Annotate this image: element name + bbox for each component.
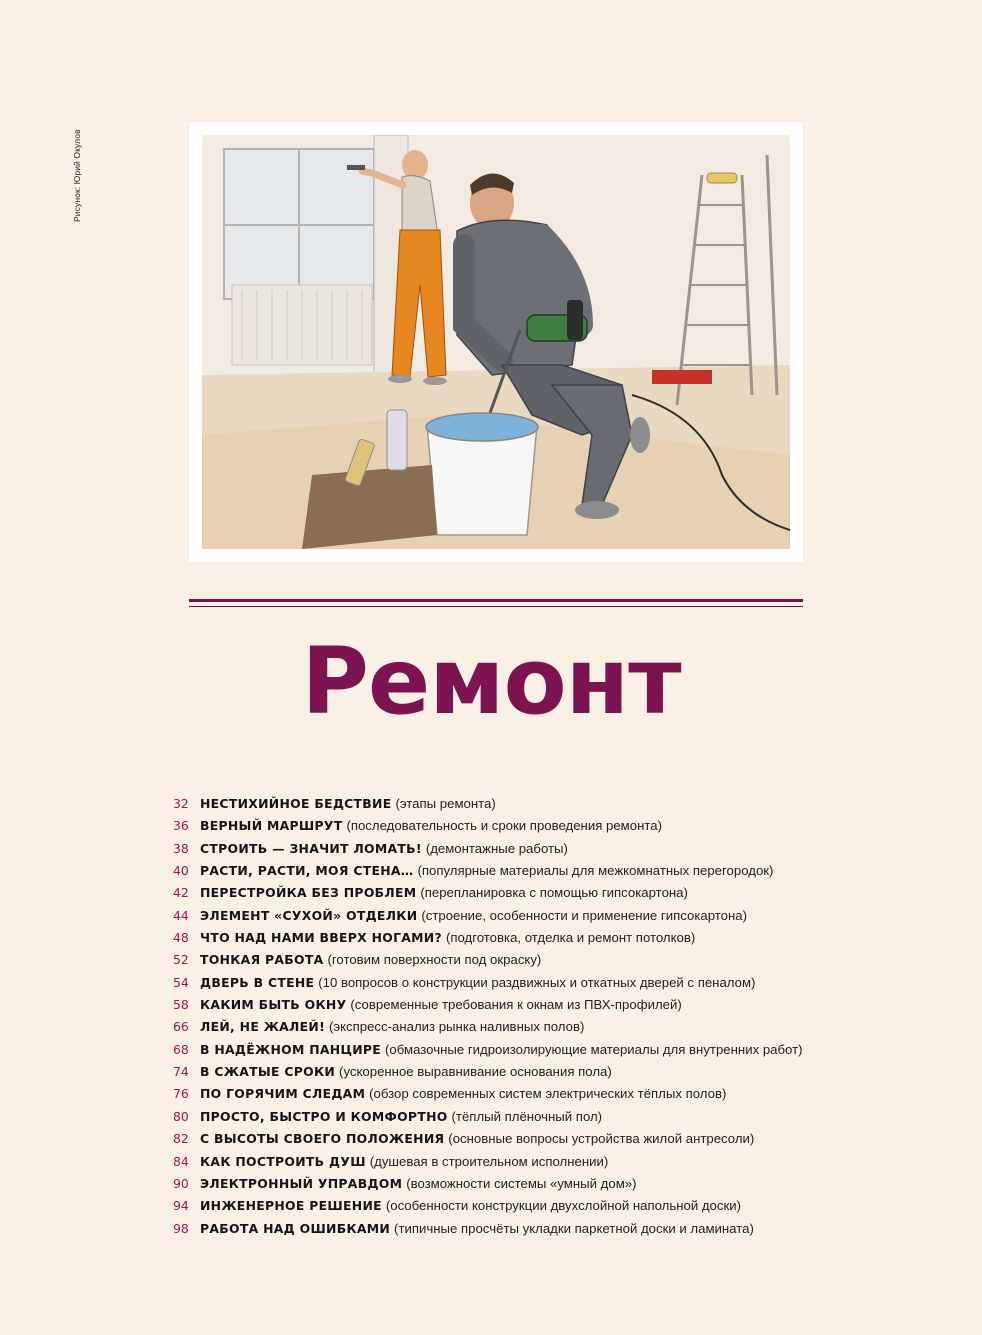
toc-page-number: 68 [173, 1041, 189, 1057]
toc-heading: В НАДЁЖНОМ ПАНЦИРЕ [200, 1041, 382, 1057]
toc-page-number: 82 [173, 1131, 189, 1147]
toc-entry [166, 949, 866, 971]
toc-page-number: 76 [173, 1086, 189, 1102]
toc-page-number: 98 [173, 1220, 189, 1236]
toc-page-number: 80 [173, 1108, 189, 1124]
toc-heading: ПЕРЕСТРОЙКА БЕЗ ПРОБЛЕМ [200, 885, 417, 901]
toc-page-number: 38 [173, 840, 189, 856]
toc-note: (возможности системы «умный дом») [406, 1175, 637, 1191]
toc-note: (экспресс-анализ рынка наливных полов) [328, 1019, 585, 1035]
toc-entry [166, 815, 866, 837]
toc-heading: РАБОТА НАД ОШИБКАМИ [200, 1220, 391, 1236]
toc-entry [166, 882, 866, 904]
toc-entry [166, 1128, 866, 1150]
toc-heading: ТОНКАЯ РАБОТА [200, 952, 324, 968]
toc-heading: В СЖАТЫЕ СРОКИ [200, 1064, 336, 1080]
toc-note: (обзор современных систем электрических тёплых полов) [369, 1086, 727, 1102]
title-rule-thick [189, 599, 803, 602]
toc-entry [166, 994, 866, 1016]
renovation-illustration [202, 135, 790, 549]
toc-page-number: 42 [173, 885, 189, 901]
toc-page-number: 48 [173, 930, 189, 946]
toc-note: (подготовка, отделка и ремонт потолков) [445, 930, 696, 946]
illustration-frame [189, 122, 803, 562]
illustration-credit: Рисунок: Юрий Окулов [72, 129, 82, 222]
toc-page-number: 84 [173, 1153, 189, 1169]
toc-page-number: 58 [173, 997, 189, 1013]
toc-page-number: 90 [173, 1175, 189, 1191]
toc-page-number: 94 [173, 1198, 189, 1214]
toc-heading: ЛЕЙ, НЕ ЖАЛЕЙ! [200, 1019, 326, 1035]
toc-note: (ускоренное выравнивание основания пола) [339, 1064, 612, 1080]
toc-page-number: 44 [173, 907, 189, 923]
toc-note: (10 вопросов о конструкции раздвижных и откатных дверей с пеналом) [318, 974, 756, 990]
toc-note: (современные требования к окнам из ПВХ-профилей) [350, 997, 682, 1013]
toc-note: (перепланировка с помощью гипсокартона) [420, 885, 688, 901]
toc-heading: СТРОИТЬ — ЗНАЧИТ ЛОМАТЬ! [200, 840, 422, 856]
toc-note: (тёплый плёночный пол) [451, 1108, 603, 1124]
toc-heading: ЧТО НАД НАМИ ВВЕРХ НОГАМИ? [200, 930, 442, 946]
toc-heading: ЭЛЕКТРОННЫЙ УПРАВДОМ [200, 1175, 403, 1191]
toc-note: (типичные просчёты укладки паркетной доски и ламината) [394, 1220, 754, 1236]
toc-heading: ИНЖЕНЕРНОЕ РЕШЕНИЕ [200, 1198, 382, 1214]
toc-entry [166, 1218, 866, 1240]
toc-heading: НЕСТИХИЙНОЕ БЕДСТВИЕ [200, 796, 392, 811]
title-rule-thin [189, 606, 803, 607]
toc-heading: С ВЫСОТЫ СВОЕГО ПОЛОЖЕНИЯ [200, 1131, 445, 1147]
toc-heading: ПО ГОРЯЧИМ СЛЕДАМ [200, 1086, 366, 1102]
toc-entry [166, 860, 866, 882]
toc-heading: КАКИМ БЫТЬ ОКНУ [200, 997, 347, 1013]
toc-entry [166, 1151, 866, 1173]
toc-page-number: 66 [173, 1019, 189, 1035]
toc-entry [166, 1083, 866, 1105]
toc-note: (этапы ремонта) [395, 796, 496, 811]
toc-entry [166, 1061, 866, 1083]
toc-entry [166, 1173, 866, 1195]
toc-heading: ВЕРНЫЙ МАРШРУТ [200, 818, 343, 834]
toc-note: (душевая в строительном исполнении) [369, 1153, 609, 1169]
toc-note: (обмазочные гидроизолирующие материалы для внутренних работ) [385, 1041, 803, 1057]
toc-page-number: 54 [173, 974, 189, 990]
toc-page-number: 36 [173, 818, 189, 834]
toc-page-number: 32 [173, 796, 189, 811]
toc-entry [166, 793, 866, 815]
toc-note: (строение, особенности и применение гипсокартона) [421, 907, 748, 923]
toc-entry [166, 972, 866, 994]
toc-page-number: 52 [173, 952, 189, 968]
toc-heading: ЭЛЕМЕНТ «СУХОЙ» ОТДЕЛКИ [200, 907, 418, 923]
toc-note: (демонтажные работы) [425, 840, 568, 856]
toc-heading: КАК ПОСТРОИТЬ ДУШ [200, 1153, 366, 1169]
toc-entry [166, 1039, 866, 1061]
toc-entry [166, 905, 866, 927]
section-title: Ремонт [301, 628, 681, 735]
toc-note: (последовательность и сроки проведения ремонта) [346, 818, 662, 834]
toc-page-number: 74 [173, 1064, 189, 1080]
toc-entry [166, 927, 866, 949]
toc-note: (популярные материалы для межкомнатных перегородок) [417, 863, 774, 879]
toc-note: (особенности конструкции двухслойной напольной доски) [385, 1198, 742, 1214]
toc-page-number: 40 [173, 863, 189, 879]
toc-heading: ПРОСТО, БЫСТРО И КОМФОРТНО [200, 1108, 448, 1124]
toc-note: (готовим поверхности под окраску) [327, 952, 542, 968]
table-of-contents [166, 793, 866, 1240]
toc-heading: РАСТИ, РАСТИ, МОЯ СТЕНА… [200, 863, 414, 879]
toc-entry [166, 1016, 866, 1038]
toc-entry [166, 1106, 866, 1128]
toc-entry [166, 1195, 866, 1217]
toc-note: (основные вопросы устройства жилой антресоли) [448, 1131, 755, 1147]
toc-heading: ДВЕРЬ В СТЕНЕ [200, 974, 315, 990]
toc-entry [166, 838, 866, 860]
